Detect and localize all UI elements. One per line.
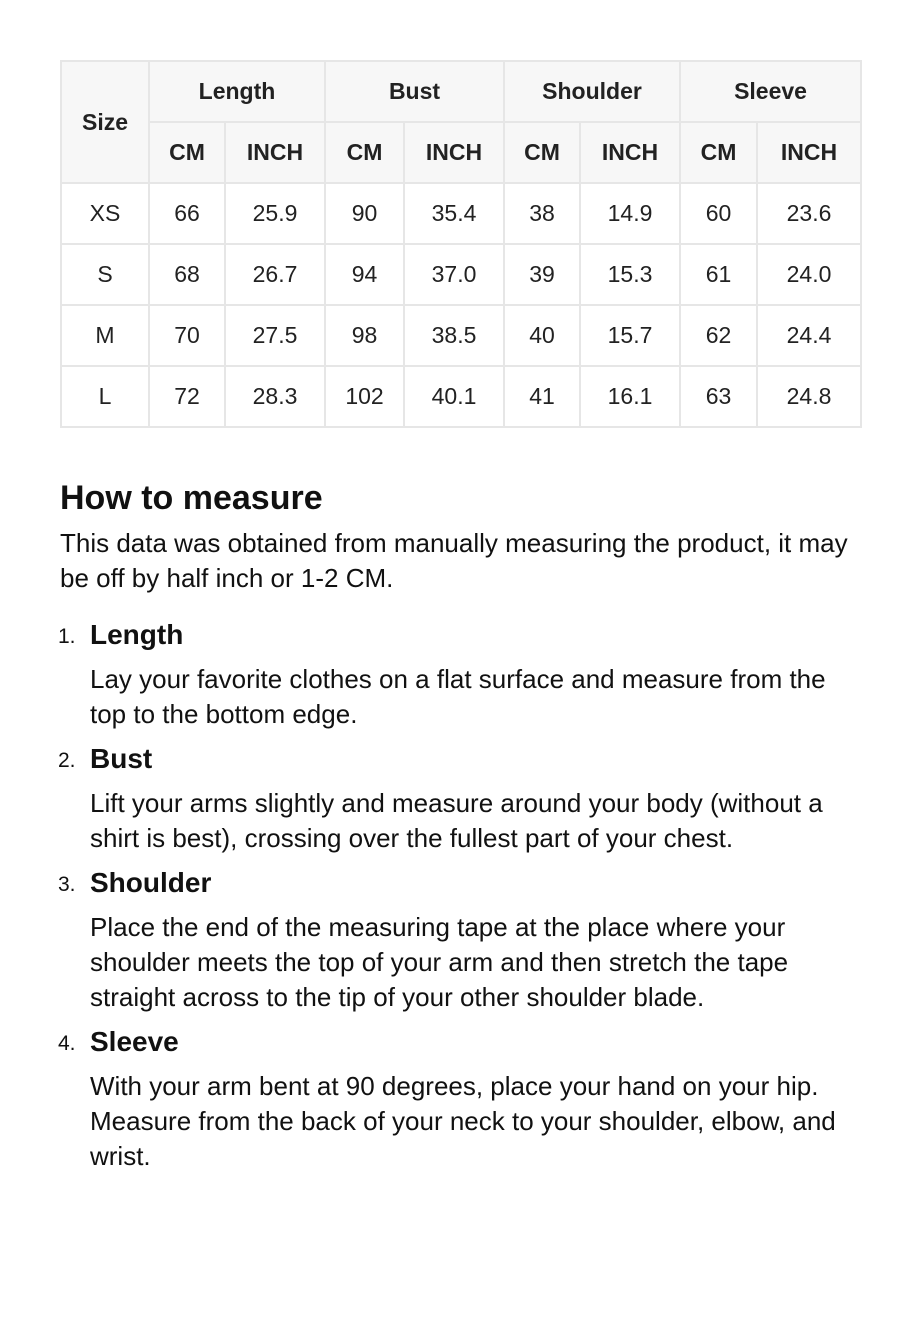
value-cell: 62	[680, 305, 757, 366]
value-cell: 39	[504, 244, 580, 305]
value-cell: 27.5	[225, 305, 325, 366]
value-cell: 38.5	[404, 305, 504, 366]
group-header-sleeve: Sleeve	[680, 61, 861, 122]
value-cell: 68	[149, 244, 225, 305]
size-cell: XS	[61, 183, 149, 244]
table-row	[61, 183, 861, 244]
how-to-measure-section	[60, 476, 860, 1184]
step-title-shoulder: Shoulder	[90, 867, 212, 898]
group-header-length: Length	[149, 61, 325, 122]
step-number: 4.	[58, 1032, 76, 1055]
value-cell: 37.0	[404, 244, 504, 305]
value-cell: 40.1	[404, 366, 504, 427]
value-cell: 94	[325, 244, 404, 305]
value-cell: 25.9	[225, 183, 325, 244]
table-header-row-units	[61, 122, 861, 183]
group-header-shoulder: Shoulder	[504, 61, 680, 122]
size-cell: S	[61, 244, 149, 305]
table-header-row-groups	[61, 61, 861, 122]
value-cell: 63	[680, 366, 757, 427]
unit-header-inch: INCH	[757, 122, 861, 183]
value-cell: 90	[325, 183, 404, 244]
step-description: Lift your arms slightly and measure around your body (without a shirt is best), crossing over the fullest part of your chest.	[90, 788, 823, 853]
group-header-bust: Bust	[325, 61, 504, 122]
list-item	[60, 1025, 860, 1174]
unit-header-inch: INCH	[225, 122, 325, 183]
unit-header-inch: INCH	[404, 122, 504, 183]
value-cell: 61	[680, 244, 757, 305]
value-cell: 60	[680, 183, 757, 244]
list-item	[60, 618, 860, 732]
value-cell: 24.4	[757, 305, 861, 366]
unit-header-cm: CM	[680, 122, 757, 183]
value-cell: 15.7	[580, 305, 680, 366]
size-column-header: Size	[61, 61, 149, 183]
step-title-length: Length	[90, 619, 184, 650]
step-description: Place the end of the measuring tape at the place where your shoulder meets the top of your arm and then stretch the tape straight across to the tip of your other shoulder blade.	[90, 912, 789, 1012]
size-cell: M	[61, 305, 149, 366]
size-cell: L	[61, 366, 149, 427]
value-cell: 14.9	[580, 183, 680, 244]
value-cell: 70	[149, 305, 225, 366]
how-to-measure-intro: This data was obtained from manually measuring the product, it may be off by half inch or 1-2 CM.	[60, 528, 848, 593]
value-cell: 72	[149, 366, 225, 427]
unit-header-inch: INCH	[580, 122, 680, 183]
value-cell: 98	[325, 305, 404, 366]
step-number: 1.	[58, 625, 76, 648]
value-cell: 35.4	[404, 183, 504, 244]
step-number: 3.	[58, 873, 76, 896]
value-cell: 16.1	[580, 366, 680, 427]
value-cell: 41	[504, 366, 580, 427]
step-description: Lay your favorite clothes on a flat surface and measure from the top to the bottom edge.	[90, 664, 826, 729]
value-cell: 102	[325, 366, 404, 427]
table-row	[61, 366, 861, 427]
value-cell: 40	[504, 305, 580, 366]
list-item	[60, 742, 860, 856]
unit-header-cm: CM	[149, 122, 225, 183]
step-title-sleeve: Sleeve	[90, 1026, 179, 1057]
value-cell: 23.6	[757, 183, 861, 244]
value-cell: 28.3	[225, 366, 325, 427]
table-row	[61, 305, 861, 366]
unit-header-cm: CM	[504, 122, 580, 183]
value-cell: 24.0	[757, 244, 861, 305]
step-number: 2.	[58, 749, 76, 772]
value-cell: 38	[504, 183, 580, 244]
value-cell: 24.8	[757, 366, 861, 427]
value-cell: 15.3	[580, 244, 680, 305]
table-row	[61, 244, 861, 305]
value-cell: 26.7	[225, 244, 325, 305]
measurement-steps-list	[60, 618, 860, 1174]
step-title-bust: Bust	[90, 743, 153, 774]
list-item	[60, 866, 860, 1015]
value-cell: 66	[149, 183, 225, 244]
step-description: With your arm bent at 90 degrees, place your hand on your hip. Measure from the back of your neck to your shoulder, elbow, and wrist.	[90, 1071, 836, 1171]
how-to-measure-title: How to measure	[60, 479, 323, 517]
unit-header-cm: CM	[325, 122, 404, 183]
size-chart-table	[60, 60, 862, 428]
